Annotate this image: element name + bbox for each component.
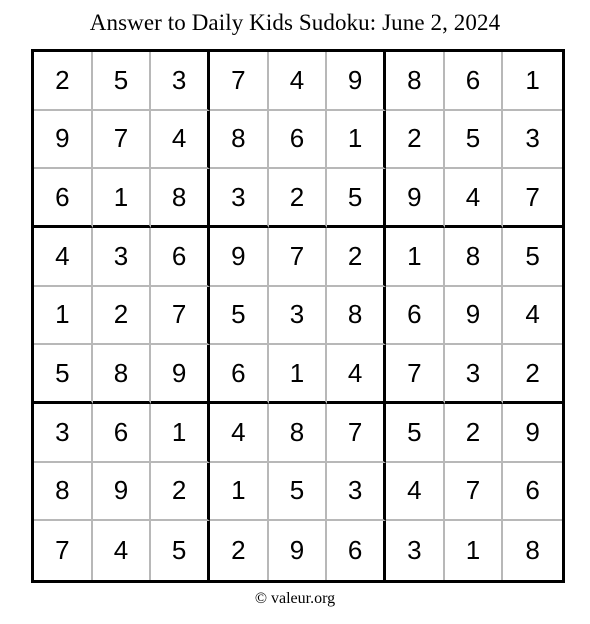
sudoku-grid — [31, 49, 565, 583]
sudoku-cell-r3-c9: 7 — [503, 169, 562, 228]
sudoku-cell-r4-c3: 6 — [151, 228, 210, 287]
sudoku-cell-r6-c8: 3 — [445, 345, 504, 404]
sudoku-cell-r5-c2: 2 — [93, 287, 152, 346]
sudoku-cell-r8-c3: 2 — [151, 463, 210, 522]
sudoku-cell-r6-c7: 7 — [386, 345, 445, 404]
sudoku-cell-r7-c8: 2 — [445, 404, 504, 463]
sudoku-cell-r9-c7: 3 — [386, 521, 445, 580]
sudoku-cell-r4-c6: 2 — [327, 228, 386, 287]
sudoku-cell-r9-c3: 5 — [151, 521, 210, 580]
sudoku-cell-r3-c6: 5 — [327, 169, 386, 228]
sudoku-cell-r1-c3: 3 — [151, 52, 210, 111]
sudoku-cell-r1-c4: 7 — [210, 52, 269, 111]
sudoku-cell-r7-c2: 6 — [93, 404, 152, 463]
sudoku-cell-r5-c1: 1 — [34, 287, 93, 346]
sudoku-cell-r1-c7: 8 — [386, 52, 445, 111]
sudoku-cell-r6-c2: 8 — [93, 345, 152, 404]
sudoku-cell-r7-c4: 4 — [210, 404, 269, 463]
sudoku-cell-r3-c5: 2 — [269, 169, 328, 228]
sudoku-cell-r8-c2: 9 — [93, 463, 152, 522]
sudoku-cell-r2-c7: 2 — [386, 111, 445, 170]
sudoku-cell-r8-c1: 8 — [34, 463, 93, 522]
sudoku-cell-r1-c9: 1 — [503, 52, 562, 111]
sudoku-cell-r5-c8: 9 — [445, 287, 504, 346]
sudoku-cell-r9-c4: 2 — [210, 521, 269, 580]
sudoku-cell-r4-c9: 5 — [503, 228, 562, 287]
sudoku-cell-r7-c7: 5 — [386, 404, 445, 463]
sudoku-cell-r8-c7: 4 — [386, 463, 445, 522]
sudoku-cell-r3-c8: 4 — [445, 169, 504, 228]
sudoku-cell-r7-c3: 1 — [151, 404, 210, 463]
sudoku-cell-r7-c6: 7 — [327, 404, 386, 463]
sudoku-cell-r6-c6: 4 — [327, 345, 386, 404]
sudoku-cell-r9-c5: 9 — [269, 521, 328, 580]
sudoku-cell-r2-c2: 7 — [93, 111, 152, 170]
sudoku-cell-r1-c5: 4 — [269, 52, 328, 111]
sudoku-cell-r9-c6: 6 — [327, 521, 386, 580]
sudoku-cell-r5-c5: 3 — [269, 287, 328, 346]
sudoku-cell-r4-c7: 1 — [386, 228, 445, 287]
sudoku-cell-r4-c1: 4 — [34, 228, 93, 287]
sudoku-cell-r5-c4: 5 — [210, 287, 269, 346]
sudoku-cell-r2-c6: 1 — [327, 111, 386, 170]
sudoku-cell-r8-c8: 7 — [445, 463, 504, 522]
sudoku-cell-r2-c8: 5 — [445, 111, 504, 170]
sudoku-cell-r6-c9: 2 — [503, 345, 562, 404]
sudoku-cell-r2-c5: 6 — [269, 111, 328, 170]
sudoku-cell-r2-c1: 9 — [34, 111, 93, 170]
sudoku-cell-r9-c8: 1 — [445, 521, 504, 580]
sudoku-cell-r8-c4: 1 — [210, 463, 269, 522]
sudoku-cell-r4-c4: 9 — [210, 228, 269, 287]
sudoku-cell-r8-c5: 5 — [269, 463, 328, 522]
sudoku-cell-r1-c8: 6 — [445, 52, 504, 111]
sudoku-cell-r2-c4: 8 — [210, 111, 269, 170]
sudoku-cell-r4-c8: 8 — [445, 228, 504, 287]
sudoku-cell-r3-c3: 8 — [151, 169, 210, 228]
sudoku-cell-r5-c7: 6 — [386, 287, 445, 346]
sudoku-cell-r6-c3: 9 — [151, 345, 210, 404]
sudoku-cell-r9-c1: 7 — [34, 521, 93, 580]
sudoku-cell-r9-c9: 8 — [525, 535, 540, 566]
sudoku-cell-r7-c1: 3 — [34, 404, 93, 463]
sudoku-cell-r1-c2: 5 — [93, 52, 152, 111]
sudoku-cell-r6-c4: 6 — [210, 345, 269, 404]
copyright-footer: © valeur.org — [254, 590, 336, 607]
sudoku-cell-r8-c6: 3 — [327, 463, 386, 522]
sudoku-cell-r1-c6: 9 — [327, 52, 386, 111]
sudoku-cell-r4-c5: 7 — [269, 228, 328, 287]
sudoku-cell-r1-c1: 2 — [34, 52, 93, 111]
sudoku-cell-r6-c1: 5 — [34, 345, 93, 404]
sudoku-cell-r6-c5: 1 — [269, 345, 328, 404]
sudoku-cell-r5-c9: 4 — [503, 287, 562, 346]
sudoku-cell-r2-c9: 3 — [503, 111, 562, 170]
sudoku-cell-r3-c4: 3 — [210, 169, 269, 228]
sudoku-cell-r3-c2: 1 — [93, 169, 152, 228]
page-title: Answer to Daily Kids Sudoku: June 2, 2024 — [89, 10, 501, 35]
sudoku-cell-r3-c7: 9 — [386, 169, 445, 228]
sudoku-cell-r3-c1: 6 — [34, 169, 93, 228]
sudoku-cell-r9-c2: 4 — [93, 521, 152, 580]
sudoku-cell-r2-c3: 4 — [151, 111, 210, 170]
sudoku-cell-r5-c3: 7 — [151, 287, 210, 346]
sudoku-cell-r7-c5: 8 — [269, 404, 328, 463]
sudoku-cell-r4-c2: 3 — [93, 228, 152, 287]
sudoku-cell-r5-c6: 8 — [327, 287, 386, 346]
sudoku-cell-r7-c9: 9 — [503, 404, 562, 463]
sudoku-cell-r8-c9: 6 — [503, 463, 562, 522]
